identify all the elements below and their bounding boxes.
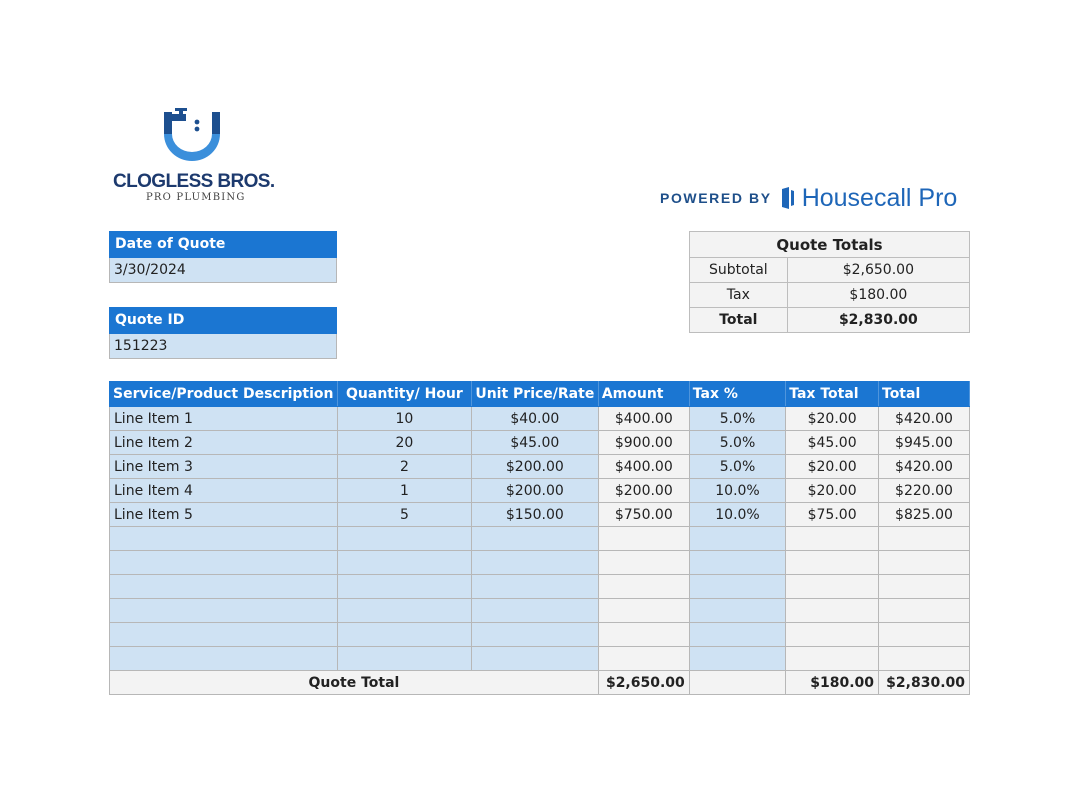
cell-total — [879, 599, 970, 623]
cell-total: $220.00 — [879, 479, 970, 503]
cell-tax-total — [786, 551, 879, 575]
table-row — [110, 551, 970, 575]
cell-unit-price[interactable] — [471, 551, 598, 575]
company-tagline: PRO PLUMBING — [146, 192, 246, 203]
cell-unit-price[interactable] — [471, 647, 598, 671]
table-header-row — [110, 382, 970, 407]
cell-tax-total: $45.00 — [786, 431, 879, 455]
quote-total-grand-total: $2,830.00 — [879, 671, 970, 695]
date-of-quote-label: Date of Quote — [109, 231, 337, 258]
quote-total-row — [110, 671, 970, 695]
tax-value: $180.00 — [787, 283, 969, 308]
quote-id-value[interactable]: 151223 — [109, 334, 337, 359]
cell-tax-total — [786, 623, 879, 647]
quote-total-amount: $2,650.00 — [598, 671, 689, 695]
cell-quantity[interactable]: 2 — [337, 455, 471, 479]
cell-tax-total — [786, 599, 879, 623]
housecall-pro-icon — [780, 186, 796, 210]
cell-tax-percent[interactable] — [689, 623, 785, 647]
date-of-quote-box — [109, 231, 337, 283]
table-row — [110, 479, 970, 503]
cell-description[interactable] — [110, 623, 338, 647]
cell-amount: $400.00 — [598, 455, 689, 479]
cell-description[interactable] — [110, 599, 338, 623]
tax-label: Tax — [690, 283, 788, 308]
table-row — [110, 407, 970, 431]
cell-amount — [598, 575, 689, 599]
cell-unit-price[interactable] — [471, 623, 598, 647]
cell-amount — [598, 647, 689, 671]
cell-unit-price[interactable] — [471, 599, 598, 623]
cell-tax-percent[interactable]: 10.0% — [689, 503, 785, 527]
cell-tax-total: $20.00 — [786, 407, 879, 431]
cell-amount: $750.00 — [598, 503, 689, 527]
cell-quantity[interactable]: 10 — [337, 407, 471, 431]
cell-unit-price[interactable]: $150.00 — [471, 503, 598, 527]
cell-unit-price[interactable]: $200.00 — [471, 479, 598, 503]
powered-by-banner — [660, 182, 957, 214]
cell-quantity[interactable] — [337, 527, 471, 551]
cell-amount: $900.00 — [598, 431, 689, 455]
cell-tax-percent[interactable] — [689, 647, 785, 671]
cell-total — [879, 623, 970, 647]
line-items-table — [109, 381, 970, 695]
quote-total-tax-percent — [689, 671, 785, 695]
table-row — [110, 431, 970, 455]
cell-quantity[interactable] — [337, 647, 471, 671]
total-value: $2,830.00 — [787, 308, 969, 333]
cell-description[interactable]: Line Item 4 — [110, 479, 338, 503]
cell-quantity[interactable]: 5 — [337, 503, 471, 527]
table-row — [110, 599, 970, 623]
cell-description[interactable]: Line Item 3 — [110, 455, 338, 479]
cell-amount — [598, 551, 689, 575]
cell-description[interactable] — [110, 551, 338, 575]
cell-unit-price[interactable]: $45.00 — [471, 431, 598, 455]
cell-description[interactable] — [110, 527, 338, 551]
cell-tax-total: $20.00 — [786, 455, 879, 479]
col-header-tax-total: Tax Total — [786, 382, 879, 407]
quote-totals-table — [689, 231, 970, 333]
cell-tax-total — [786, 575, 879, 599]
table-row — [110, 503, 970, 527]
table-row — [110, 647, 970, 671]
cell-description[interactable] — [110, 575, 338, 599]
cell-total: $420.00 — [879, 455, 970, 479]
quote-total-tax-total: $180.00 — [786, 671, 879, 695]
date-of-quote-value[interactable]: 3/30/2024 — [109, 258, 337, 283]
cell-unit-price[interactable] — [471, 527, 598, 551]
cell-quantity[interactable] — [337, 599, 471, 623]
cell-total: $420.00 — [879, 407, 970, 431]
col-header-quantity: Quantity/ Hour — [337, 382, 471, 407]
cell-total — [879, 527, 970, 551]
company-name: CLOGLESS BROS. — [113, 171, 275, 192]
cell-amount: $400.00 — [598, 407, 689, 431]
cell-quantity[interactable]: 1 — [337, 479, 471, 503]
cell-tax-percent[interactable] — [689, 575, 785, 599]
quote-total-label: Quote Total — [110, 671, 599, 695]
cell-tax-percent[interactable]: 5.0% — [689, 455, 785, 479]
quote-id-label: Quote ID — [109, 307, 337, 334]
cell-tax-total — [786, 647, 879, 671]
cell-total — [879, 575, 970, 599]
col-header-tax-percent: Tax % — [689, 382, 785, 407]
table-row — [110, 623, 970, 647]
cell-tax-percent[interactable]: 10.0% — [689, 479, 785, 503]
col-header-description: Service/Product Description — [110, 382, 338, 407]
cell-quantity[interactable] — [337, 575, 471, 599]
cell-tax-percent[interactable]: 5.0% — [689, 431, 785, 455]
total-label: Total — [690, 308, 788, 333]
cell-total — [879, 647, 970, 671]
cell-total: $825.00 — [879, 503, 970, 527]
cell-total — [879, 551, 970, 575]
cell-amount: $200.00 — [598, 479, 689, 503]
cell-tax-total: $75.00 — [786, 503, 879, 527]
cell-unit-price[interactable]: $40.00 — [471, 407, 598, 431]
cell-amount — [598, 623, 689, 647]
col-header-total: Total — [879, 382, 970, 407]
quote-id-box — [109, 307, 337, 359]
cell-description[interactable] — [110, 647, 338, 671]
table-row — [110, 527, 970, 551]
col-header-unit-price: Unit Price/Rate — [471, 382, 598, 407]
subtotal-label: Subtotal — [690, 258, 788, 283]
cell-tax-total — [786, 527, 879, 551]
subtotal-value: $2,650.00 — [787, 258, 969, 283]
cell-quantity[interactable] — [337, 623, 471, 647]
cell-description[interactable]: Line Item 5 — [110, 503, 338, 527]
cell-amount — [598, 599, 689, 623]
company-logo-icon — [160, 108, 224, 168]
cell-tax-percent[interactable] — [689, 551, 785, 575]
cell-tax-percent[interactable]: 5.0% — [689, 407, 785, 431]
cell-tax-percent[interactable] — [689, 527, 785, 551]
cell-amount — [598, 527, 689, 551]
cell-quantity[interactable] — [337, 551, 471, 575]
cell-description[interactable]: Line Item 1 — [110, 407, 338, 431]
cell-tax-total: $20.00 — [786, 479, 879, 503]
cell-tax-percent[interactable] — [689, 599, 785, 623]
cell-total: $945.00 — [879, 431, 970, 455]
cell-quantity[interactable]: 20 — [337, 431, 471, 455]
powered-by-brand: Housecall Pro — [801, 183, 958, 212]
table-row — [110, 455, 970, 479]
cell-description[interactable]: Line Item 2 — [110, 431, 338, 455]
powered-by-label: POWERED BY — [660, 190, 772, 206]
quote-totals-title: Quote Totals — [690, 232, 970, 258]
col-header-amount: Amount — [598, 382, 689, 407]
cell-unit-price[interactable] — [471, 575, 598, 599]
table-row — [110, 575, 970, 599]
cell-unit-price[interactable]: $200.00 — [471, 455, 598, 479]
